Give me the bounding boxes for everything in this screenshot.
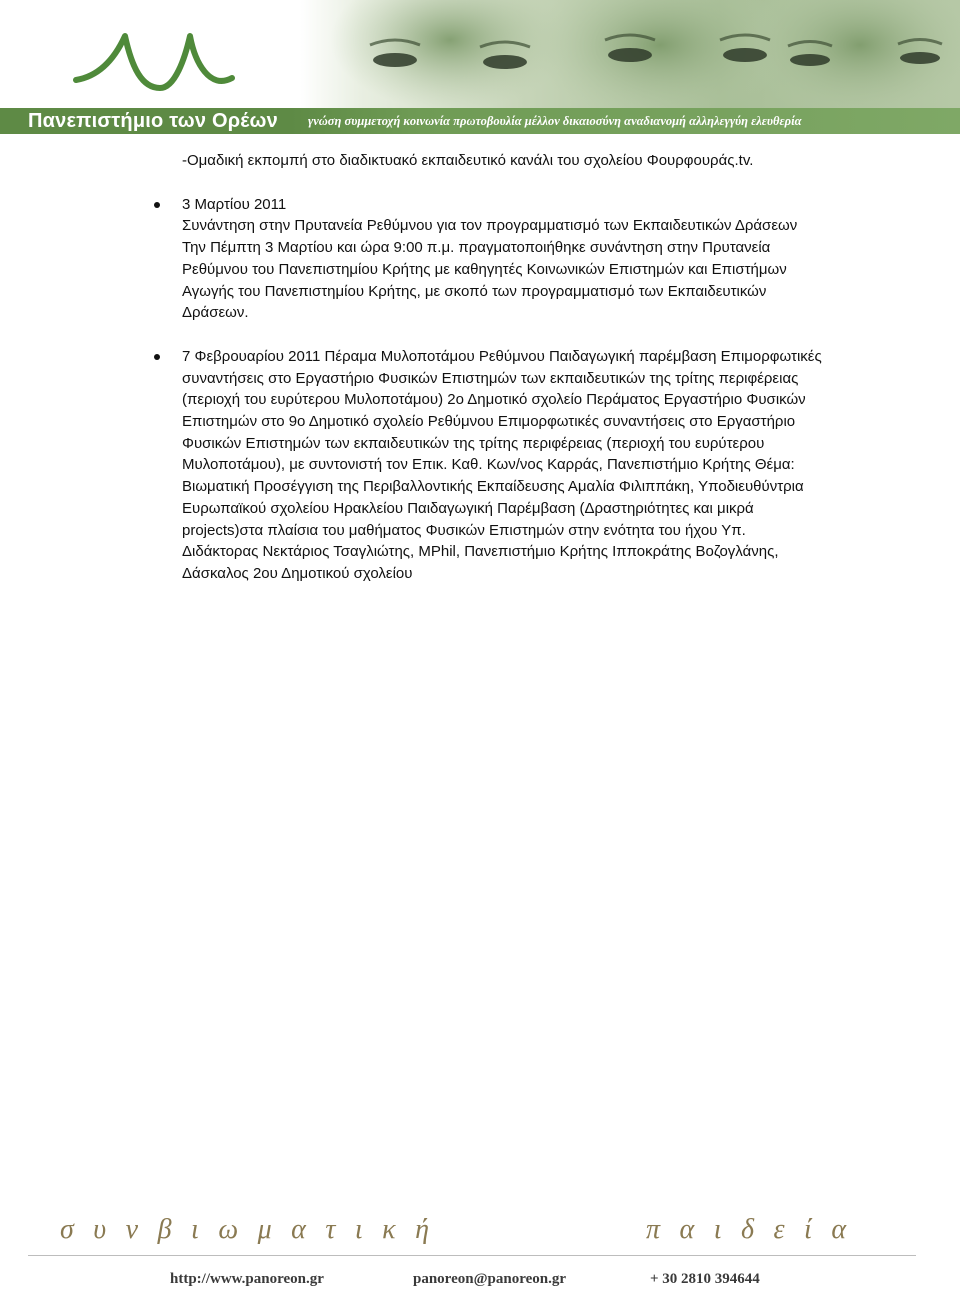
footer-title-right: παιδεία <box>646 1214 866 1245</box>
footer-phone: + 30 2810 394644 <box>650 1271 760 1287</box>
list-item <box>182 346 822 585</box>
mountain-logo-icon <box>70 18 240 100</box>
bullet-icon <box>154 354 160 360</box>
footer-contacts <box>0 1271 960 1293</box>
university-name: Πανεπιστήμιο των Ορέων <box>28 110 278 132</box>
item-title-line: Συνάντηση στην Πρυτανεία Ρεθύμνου για τον προγραμματισμό των Εκπαιδευτικών Δράσεων <box>182 217 798 235</box>
list-item <box>182 194 822 324</box>
bullet-icon <box>154 202 160 208</box>
page-header <box>0 0 960 134</box>
footer-title <box>0 1214 960 1254</box>
header-tagline: γνώση συμμετοχή κοινωνία πρωτοβουλία μέλλον δικαιοσύνη αναδιανομή αλληλεγγύη ελευθερία <box>308 114 802 128</box>
footer-email-link[interactable]: panoreon@panoreon.gr <box>413 1271 567 1287</box>
footer-website-link[interactable]: http://www.panoreon.gr <box>170 1271 324 1287</box>
item-date-line: 3 Μαρτίου 2011 <box>182 195 287 213</box>
faces-banner-image <box>300 0 960 108</box>
item-body-text: 7 Φεβρουαρίου 2011 Πέραμα Μυλοποτάμου Ρεθύμνου Παιδαγωγική παρέμβαση Επιμορφωτικές συναντήσεις στο Εργαστήριο Φυσικών Επιστημών των εκπαιδευτικών της τρίτης περιφέρειας (περιοχή του ευρύτερου Μυλοποτάμου) 2ο Δημοτικό σχολείο Περάματος Εργαστήριο Φυσικών Επιστημών στο 9ο Δημοτικό σχολείο Ρεθύμνου Επιμορφωτικές συναντήσεις στο Εργαστήριο Φυσικών Επιστημών των εκπαιδευτικών της τρίτης περιφέρειας (περιοχή του ευρύτερου Μυλοποτάμου), με συντονιστή τον Επικ. Καθ. Κων/νος Καρράς, Πανεπιστήμιο Κρήτης Θέμα: Βιωματική Προσέγγιση της Περιβαλλοντικής Εκπαίδευσης Αμαλία Φιλιππάκη, Υποδιευθύντρια Ευρωπαϊκού σχολείου Ηρακλείου Παιδαγωγική Παρέμβαση (Δραστηριότητες και μικρά projects)στα πλαίσια του μαθήματος Φυσικών Επιστημών στην ενότητα του ήχου Υπ. Διδάκτορας Νεκτάριος Τσαγλιώτης, MPhil, Πανεπιστήμιο Κρήτης Ιπποκράτης Βοζογλάνης, Δάσκαλος 2ου Δημοτικού σχολείου <box>182 347 822 582</box>
footer-title-left: συνβιωματική <box>60 1214 449 1245</box>
document-body <box>182 150 822 585</box>
item-body-text: Την Πέμπτη 3 Μαρτίου και ώρα 9:00 π.μ. πραγματοποιήθηκε συνάντηση στην Πρυτανεία Ρεθύμνου του Πανεπιστημίου Κρήτης με καθηγητές Κοινωνικών Επιστημών και Επιστήμων Αγωγής του Πανεπιστημίου Κρήτης, με σκοπό των προγραμματισμό των Εκπαιδευτικών Δράσεων. <box>182 239 787 322</box>
footer-divider <box>28 1255 916 1256</box>
intro-paragraph: -Ομαδική εκπομπή στο διαδικτυακό εκπαιδευτικό κανάλι του σχολείου Φουρφουράς.tv. <box>182 152 754 169</box>
